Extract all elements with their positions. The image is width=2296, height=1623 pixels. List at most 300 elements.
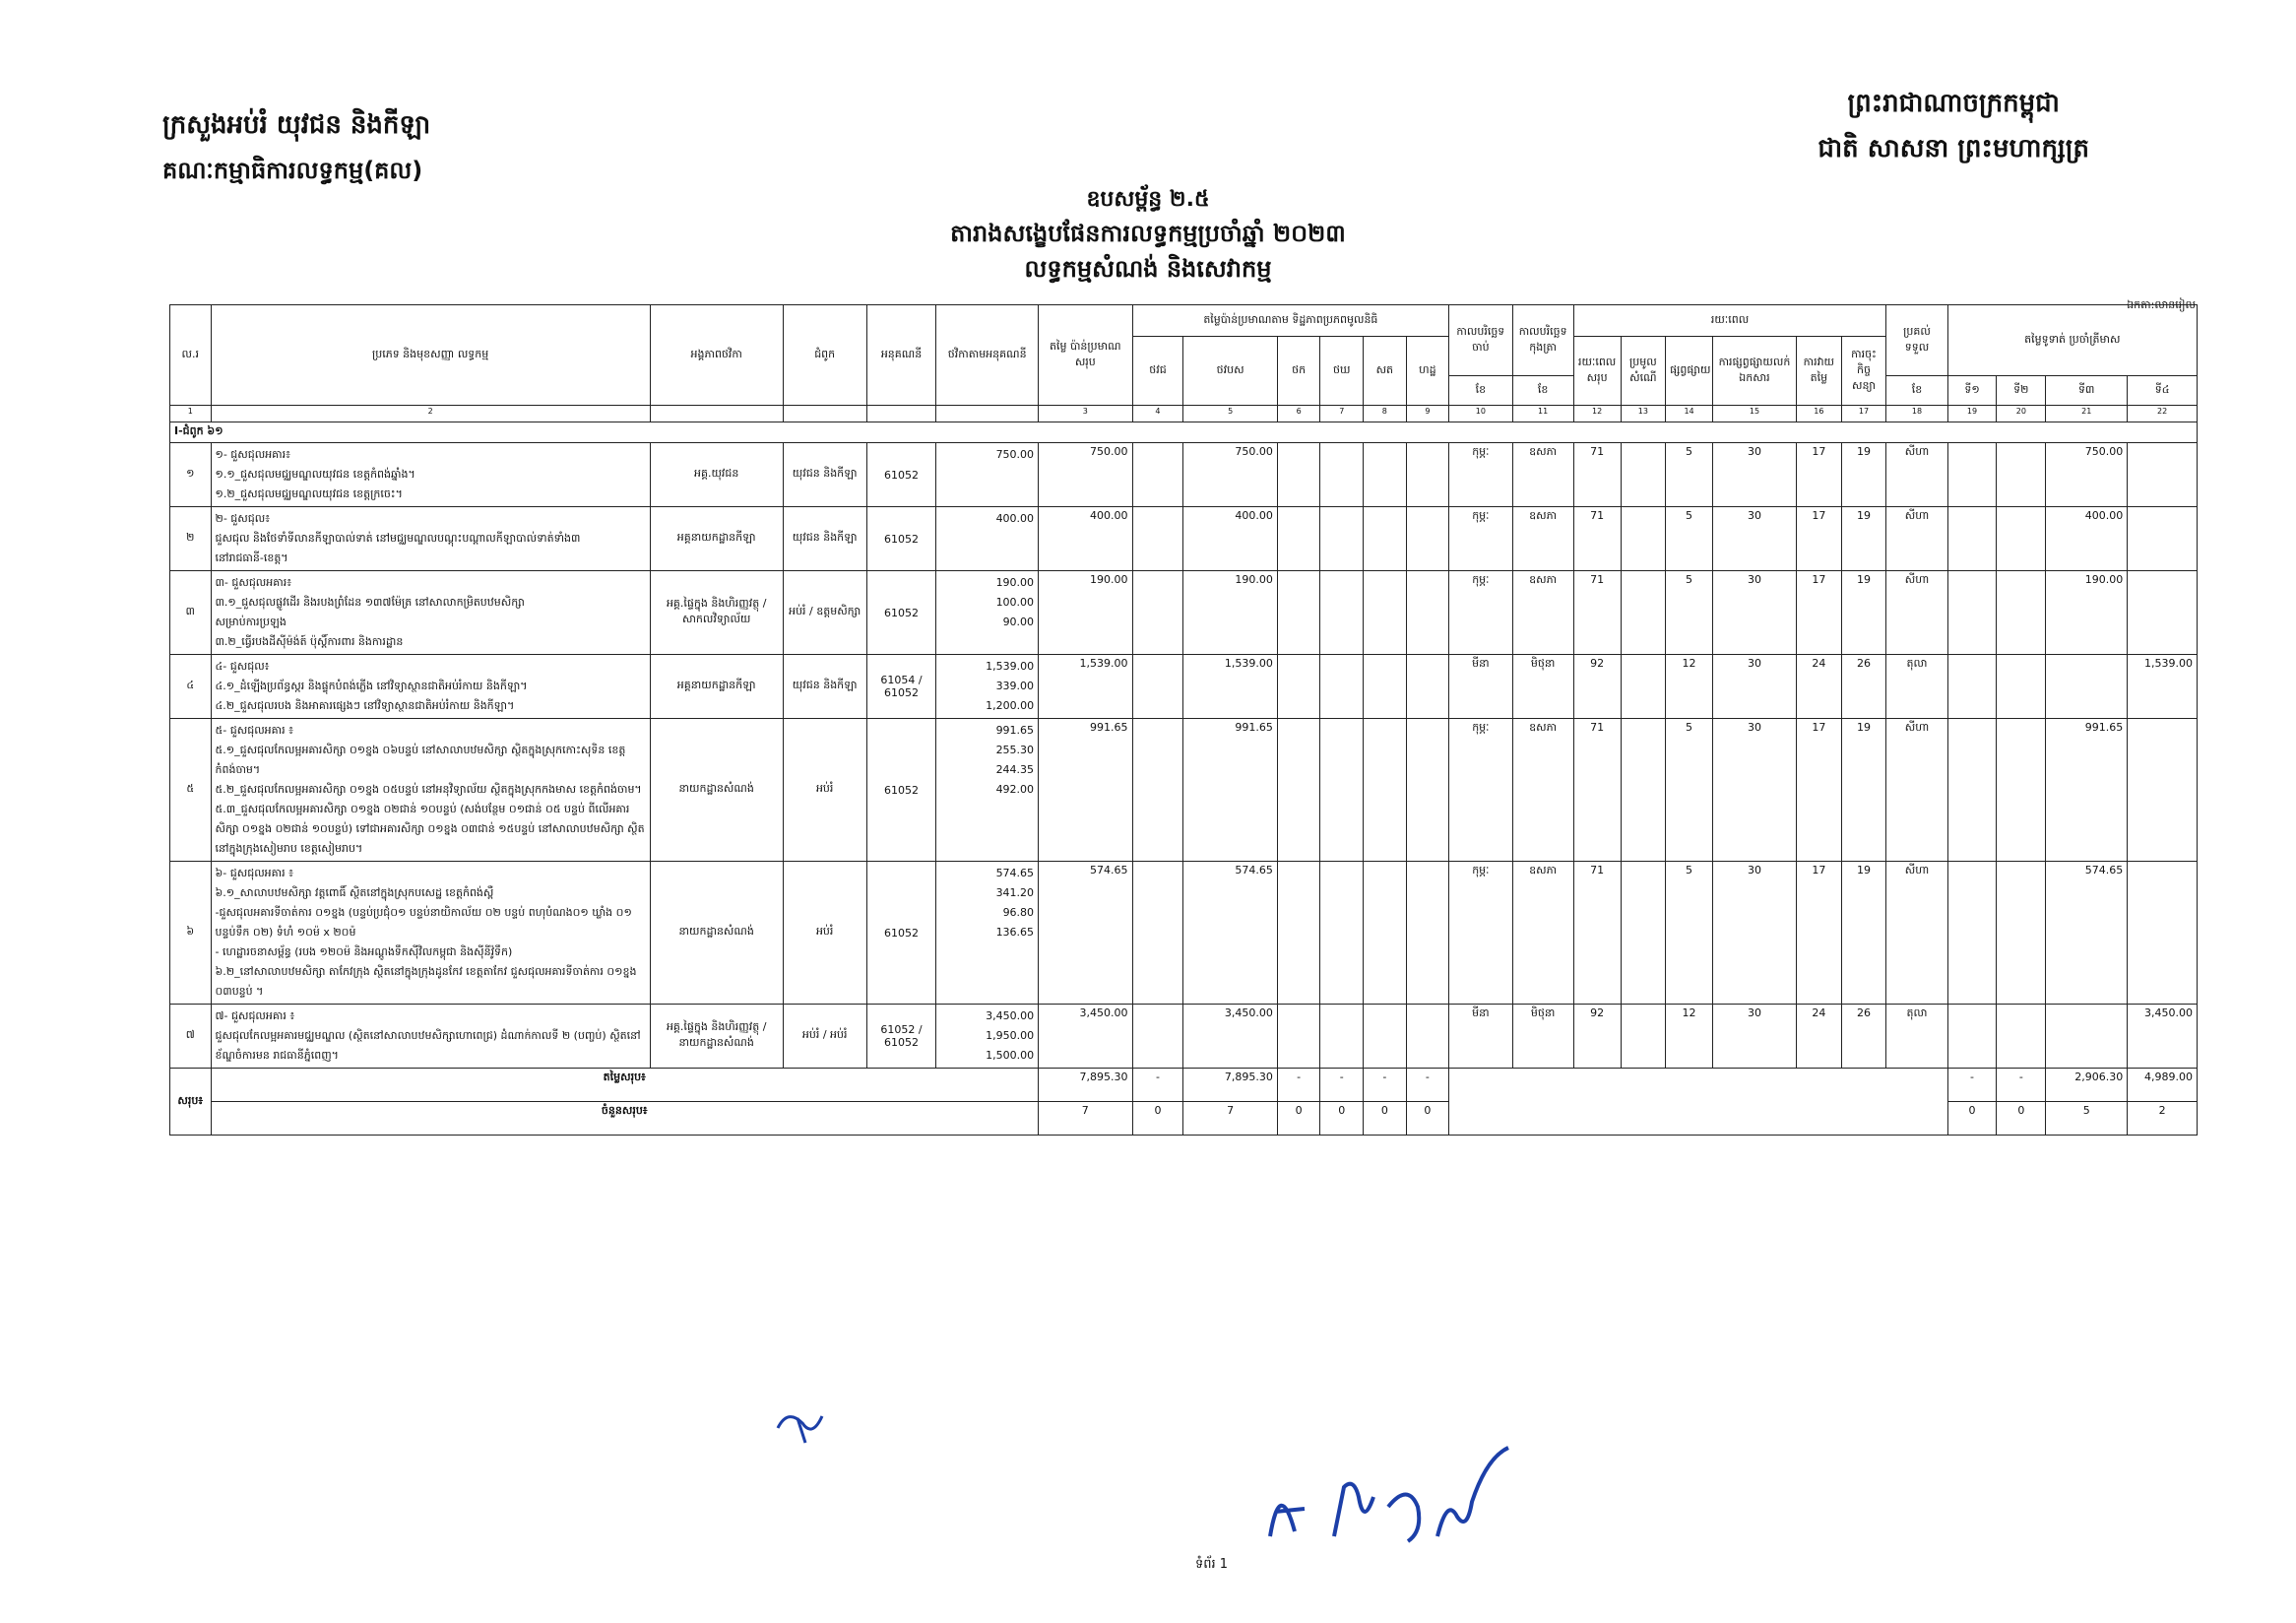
row-entity: នាយកដ្ឋានសំណង់: [650, 719, 783, 862]
row-src-1: [1132, 1005, 1183, 1069]
row-src-3: [1277, 655, 1320, 719]
row-src-2: 574.65: [1183, 862, 1277, 1005]
row-time: [1621, 1005, 1666, 1069]
count-src-5: 0: [1364, 1102, 1407, 1136]
row-src-2: 400.00: [1183, 507, 1277, 571]
row-estimate: 1,539.00: [1039, 655, 1132, 719]
count-src-6: 0: [1406, 1102, 1449, 1136]
row-description: [211, 655, 650, 719]
total-value-label: តម្លៃសរុប៖: [211, 1069, 1039, 1102]
total-q1: -: [1947, 1069, 1997, 1102]
budget-line: 1,539.00: [986, 660, 1035, 673]
page-number: ទំព័រ 1: [1195, 1557, 1229, 1572]
idx: 12: [1573, 406, 1621, 422]
col-src-5: សត: [1364, 337, 1407, 406]
idx: 6: [1277, 406, 1320, 422]
row-quarter: [1947, 655, 1997, 719]
col-time-3: ផ្សព្វផ្សាយ: [1666, 337, 1713, 406]
budget-line: 492.00: [995, 783, 1035, 796]
row-time: [1621, 443, 1666, 507]
row-time: 71: [1573, 719, 1621, 862]
row-entity: នាយកដ្ឋានសំណង់: [650, 862, 783, 1005]
table-row: [170, 655, 2198, 719]
ministry-header: [162, 108, 430, 190]
row-budget: [936, 571, 1039, 655]
row-time: [1621, 507, 1666, 571]
row-estimate: 400.00: [1039, 507, 1132, 571]
row-quarter: [2128, 507, 2198, 571]
col-time-2: ប្រមូលសំណើ: [1621, 337, 1666, 406]
row-quarter: [1997, 1005, 2046, 1069]
row-quarter: 3,450.00: [2128, 1005, 2198, 1069]
row-method: សីហា: [1886, 443, 1947, 507]
row-quarter: [2046, 1005, 2128, 1069]
row-quarter: [2128, 862, 2198, 1005]
row-quarter: 991.65: [2046, 719, 2128, 862]
row-time: 30: [1712, 655, 1796, 719]
description-line: សម្រាប់ការប្រឡង: [215, 616, 287, 628]
col-section: ជំពូក: [783, 305, 866, 406]
row-src-4: [1320, 719, 1364, 862]
row-contract: ឧសភា: [1512, 507, 1573, 571]
col-q2: ទី២: [1997, 376, 2046, 406]
column-index-row: [170, 406, 2198, 422]
row-time: 19: [1841, 862, 1886, 1005]
row-method: សីហា: [1886, 862, 1947, 1005]
row-time: 19: [1841, 507, 1886, 571]
row-no: ៥: [170, 719, 212, 862]
budget-line: 750.00: [995, 448, 1035, 461]
row-src-1: [1132, 655, 1183, 719]
row-quarter: 190.00: [2046, 571, 2128, 655]
row-quarter: [1947, 1005, 1997, 1069]
idx: 17: [1841, 406, 1886, 422]
row-time: 30: [1712, 571, 1796, 655]
item-rows: [170, 443, 2198, 1069]
description-line: ៣- ជួសជុលអគារ៖: [215, 576, 292, 589]
row-estimate: 750.00: [1039, 443, 1132, 507]
row-time: 71: [1573, 443, 1621, 507]
row-time: 30: [1712, 507, 1796, 571]
col-time-6: ការចុះកិច្ចសន្យា: [1841, 337, 1886, 406]
col-quarter-group: តម្លៃទូទាត់ ប្រចាំត្រីមាស: [1947, 305, 2197, 376]
sub-title: លទ្ធកម្មសំណង់ និងសេវាកម្ម: [1024, 255, 1272, 283]
row-quarter: [1947, 862, 1997, 1005]
row-src-6: [1406, 655, 1449, 719]
row-no: ៣: [170, 571, 212, 655]
row-quarter: [2128, 571, 2198, 655]
row-budget: [936, 1005, 1039, 1069]
row-src-4: [1320, 507, 1364, 571]
col-time-group: រយៈពេល: [1573, 305, 1886, 337]
description-line: -ជួសជុលអគារទីចាត់ការ ០១ខ្នង (បន្ទប់ប្រជុំ០១ បន្ទប់នាយិកាល័យ ០២ បន្ទប់ ពហុបំណង០១ ឃ្លាំង ០១ បន្ទប់ទឹក ០២) ទំហំ ១០ម៉ x ២០ម៉: [215, 906, 632, 939]
row-section: យុវជន និងកីឡា: [783, 443, 866, 507]
description-line: ៥- ជួសជុលអគារ ៖: [215, 724, 293, 737]
total-label: សរុប៖: [170, 1069, 212, 1136]
budget-line: 1,500.00: [986, 1049, 1035, 1062]
row-src-6: [1406, 1005, 1449, 1069]
description-line: ១- ជួសជុលអគារ៖: [215, 448, 290, 461]
row-src-3: [1277, 862, 1320, 1005]
row-quarter: [1997, 655, 2046, 719]
row-src-1: [1132, 443, 1183, 507]
description-line: ៦.២_នៅសាលាបឋមសិក្សា តាកែវក្រុង ស្ថិតនៅក្នុងក្រុងដូនកែវ ខេត្តតាកែវ ជួសជុលអគារទីចាត់ការ ០១ខ្នង ០៣បន្ទប់ ។: [215, 965, 637, 998]
count-src-2: 7: [1183, 1102, 1277, 1136]
col-budget: ថវិកាតាមអនុគណនី: [936, 305, 1039, 406]
row-submit: មីនា: [1449, 1005, 1512, 1069]
row-submit: កុម្ភៈ: [1449, 507, 1512, 571]
row-estimate: 574.65: [1039, 862, 1132, 1005]
unit-method: ខែ: [1886, 376, 1947, 406]
description-line: ៥.២_ជួសជុលកែលម្អអគារសិក្សា ០១ខ្នង ០៥បន្ទប់ នៅអនុវិទ្យាល័យ ស្ថិតក្នុងស្រុកកងមាស ខេត្តកំពង់ចាម។: [215, 783, 642, 796]
row-src-4: [1320, 1005, 1364, 1069]
budget-line: 339.00: [995, 680, 1035, 692]
row-time: 17: [1797, 862, 1842, 1005]
row-submit: កុម្ភៈ: [1449, 862, 1512, 1005]
count-src-4: 0: [1320, 1102, 1364, 1136]
total-src-6: -: [1406, 1069, 1449, 1102]
row-contract: ឧសភា: [1512, 443, 1573, 507]
row-time: 19: [1841, 443, 1886, 507]
row-time: 24: [1797, 655, 1842, 719]
row-description: [211, 571, 650, 655]
row-src-4: [1320, 571, 1364, 655]
row-method: សីហា: [1886, 719, 1947, 862]
count-estimate: 7: [1039, 1102, 1132, 1136]
row-quarter: [1947, 719, 1997, 862]
row-time: 5: [1666, 571, 1713, 655]
row-src-6: [1406, 443, 1449, 507]
total-src-1: -: [1132, 1069, 1183, 1102]
row-time: 12: [1666, 1005, 1713, 1069]
row-src-6: [1406, 507, 1449, 571]
row-no: ៧: [170, 1005, 212, 1069]
row-quarter: [2128, 719, 2198, 862]
kingdom-header: [1818, 87, 2089, 169]
budget-line: 341.20: [995, 886, 1035, 899]
idx: 4: [1132, 406, 1183, 422]
col-account: អនុគណនី: [866, 305, 936, 406]
description-line: ៥.៣_ជួសជុលកែលម្អអគារសិក្សា ០១ខ្នង ០២ជាន់ ១០បន្ទប់ (សង់បន្ថែម ០១ជាន់ ០៥ បន្ទប់ ពីលើអគារសិក្សា ០១ខ្នង ០២ជាន់ ១០បន្ទប់) ទៅជាអគារសិក្សា ០១ខ្នង ០៣ជាន់ ១៥បន្ទប់ នៅសាលាបឋមសិក្សា ស្ថិតនៅក្នុងក្រុងសៀមរាប ខេត្តសៀមរាប។: [215, 803, 645, 855]
description-line: ៦.១_សាលាបឋមសិក្សា វត្តពោធិ៍ ស្ថិតនៅក្នុងស្រុកបសេដ្ឋ ខេត្តកំពង់ស្ពឺ: [215, 886, 494, 899]
col-q3: ទី៣: [2046, 376, 2128, 406]
row-time: [1621, 862, 1666, 1005]
row-src-2: 190.00: [1183, 571, 1277, 655]
table-row: [170, 719, 2198, 862]
unit-note: ឯកតា:លានរៀល: [2127, 298, 2196, 311]
row-src-3: [1277, 719, 1320, 862]
col-src-1: ថវជ: [1132, 337, 1183, 406]
budget-line: 991.65: [995, 724, 1035, 737]
idx: 15: [1712, 406, 1796, 422]
idx: 11: [1512, 406, 1573, 422]
row-src-4: [1320, 862, 1364, 1005]
row-submit: មីនា: [1449, 655, 1512, 719]
row-time: 30: [1712, 719, 1796, 862]
col-q1: ទី១: [1947, 376, 1997, 406]
row-account: 61052: [866, 443, 936, 507]
description-line: - ហេដ្ឋារចនាសម្ព័ន្ធ (របង ១២០ម៉ និងអណ្តូងទឹកស៊ីវិលកម្ពុជា និងស៊ីនីវ៉ូទឹក): [215, 945, 513, 958]
row-description: [211, 507, 650, 571]
row-src-1: [1132, 571, 1183, 655]
procurement-plan-table: [169, 304, 2198, 1136]
budget-line: 1,200.00: [986, 699, 1035, 712]
row-time: 24: [1797, 1005, 1842, 1069]
row-section: អប់រំ / អប់រំ: [783, 1005, 866, 1069]
col-src-6: ហដ្ឋ: [1406, 337, 1449, 406]
col-method: ប្រគល់ ទទួល: [1886, 305, 1947, 376]
description-line: ១.២_ជួសជុលមជ្ឈមណ្ឌលយុវជន ខេត្តក្រចេះ។: [215, 487, 403, 500]
row-src-2: 991.65: [1183, 719, 1277, 862]
row-src-4: [1320, 655, 1364, 719]
row-time: 17: [1797, 571, 1842, 655]
total-src-5: -: [1364, 1069, 1407, 1102]
row-quarter: 400.00: [2046, 507, 2128, 571]
col-entity: អង្គភាពថវិកា: [650, 305, 783, 406]
row-entity: អគ្គ.ផ្ទៃក្នុង និងហិរញ្ញវត្ថុ / នាយកដ្ឋានសំណង់: [650, 1005, 783, 1069]
row-time: 30: [1712, 1005, 1796, 1069]
chapter-row: [170, 422, 2198, 443]
col-contract: កាលបរិច្ឆេទ កុងត្រា: [1512, 305, 1573, 376]
row-src-1: [1132, 507, 1183, 571]
row-method: តុលា: [1886, 655, 1947, 719]
table-row: [170, 443, 2198, 507]
chapter-label: I-ជំពូក ៦១: [170, 422, 2198, 443]
table-row: [170, 862, 2198, 1005]
budget-line: 3,450.00: [986, 1009, 1035, 1022]
description-line: ៦- ជួសជុលអគារ ៖: [215, 867, 293, 879]
row-submit: កុម្ភៈ: [1449, 571, 1512, 655]
row-contract: ឧសភា: [1512, 719, 1573, 862]
col-src-2: ថវបស: [1183, 337, 1277, 406]
total-q2: -: [1997, 1069, 2046, 1102]
budget-line: 255.30: [995, 744, 1035, 756]
row-section: អប់រំ: [783, 719, 866, 862]
row-quarter: [1947, 443, 1997, 507]
row-quarter: [2128, 443, 2198, 507]
idx: 20: [1997, 406, 2046, 422]
row-account: 61052: [866, 862, 936, 1005]
row-time: 92: [1573, 655, 1621, 719]
budget-line: 244.35: [995, 763, 1035, 776]
total-q4: 4,989.00: [2128, 1069, 2198, 1102]
col-sources-group: តម្លៃប៉ាន់ប្រមាណតាម ទិដ្ឋភាពប្រភពមូលនិធិ: [1132, 305, 1449, 337]
description-line: ជួសជុល និងថែទាំទីលានកីឡាបាល់ទាត់ នៅមជ្ឈមណ្ឌលបណ្តុះបណ្តាលកីឡាបាល់ទាត់ទាំង៣: [215, 532, 581, 545]
row-src-5: [1364, 507, 1407, 571]
row-time: 5: [1666, 862, 1713, 1005]
row-time: 5: [1666, 507, 1713, 571]
row-time: 30: [1712, 862, 1796, 1005]
row-no: ២: [170, 507, 212, 571]
idx: 2: [211, 406, 650, 422]
row-src-4: [1320, 443, 1364, 507]
col-src-4: ថឃ: [1320, 337, 1364, 406]
row-estimate: 190.00: [1039, 571, 1132, 655]
idx: 8: [1364, 406, 1407, 422]
signature: [1250, 1438, 1526, 1556]
row-src-5: [1364, 862, 1407, 1005]
row-time: 19: [1841, 571, 1886, 655]
row-estimate: 3,450.00: [1039, 1005, 1132, 1069]
row-contract: ឧសភា: [1512, 862, 1573, 1005]
row-submit: កុម្ភៈ: [1449, 443, 1512, 507]
row-quarter: [1997, 862, 2046, 1005]
row-account: 61052: [866, 571, 936, 655]
row-section: អប់រំ / ឧត្តមសិក្សា: [783, 571, 866, 655]
row-time: 71: [1573, 507, 1621, 571]
total-q3: 2,906.30: [2046, 1069, 2128, 1102]
row-no: ៤: [170, 655, 212, 719]
col-q4: ទី៤: [2128, 376, 2198, 406]
row-src-3: [1277, 571, 1320, 655]
description-line: ៧- ជួសជុលអគារ ៖: [215, 1009, 295, 1022]
total-src-4: -: [1320, 1069, 1364, 1102]
idx: 18: [1886, 406, 1947, 422]
total-src-2: 7,895.30: [1183, 1069, 1277, 1102]
table-row: [170, 571, 2198, 655]
row-account: 61052: [866, 507, 936, 571]
unit-contract: ខែ: [1512, 376, 1573, 406]
row-account: 61052: [866, 719, 936, 862]
row-estimate: 991.65: [1039, 719, 1132, 862]
row-quarter: [1997, 571, 2046, 655]
col-time-5: ការវាយតម្លៃ: [1797, 337, 1842, 406]
row-src-6: [1406, 862, 1449, 1005]
count-q1: 0: [1947, 1102, 1997, 1136]
row-budget: [936, 719, 1039, 862]
col-time-1: រយៈពេលសរុប: [1573, 337, 1621, 406]
count-q3: 5: [2046, 1102, 2128, 1136]
initial-mark: [768, 1398, 837, 1448]
budget-line: 1,950.00: [986, 1029, 1035, 1042]
unit-submit: ខែ: [1449, 376, 1512, 406]
col-src-3: ថក: [1277, 337, 1320, 406]
row-method: សីហា: [1886, 571, 1947, 655]
idx: 7: [1320, 406, 1364, 422]
row-time: 92: [1573, 1005, 1621, 1069]
count-src-3: 0: [1277, 1102, 1320, 1136]
row-src-3: [1277, 1005, 1320, 1069]
main-title: តារាងសង្ខេបផែនការលទ្ធកម្មប្រចាំឆ្នាំ ២០២៣: [950, 220, 1346, 247]
idx: 16: [1797, 406, 1842, 422]
row-time: 17: [1797, 443, 1842, 507]
row-time: 71: [1573, 571, 1621, 655]
row-src-2: 3,450.00: [1183, 1005, 1277, 1069]
description-line: ៤- ជួសជុល៖: [215, 660, 270, 673]
idx: 9: [1406, 406, 1449, 422]
row-src-5: [1364, 1005, 1407, 1069]
idx: 13: [1621, 406, 1666, 422]
total-src-3: -: [1277, 1069, 1320, 1102]
row-quarter: [1947, 507, 1997, 571]
idx: 1: [170, 406, 212, 422]
row-quarter: [1947, 571, 1997, 655]
description-line: ៤.២_ជួសជុលរបង និងអាគារផ្សេងៗ នៅវិទ្យាស្ថានជាតិអប់រំកាយ និងកីឡា។: [215, 699, 515, 712]
count-q2: 0: [1997, 1102, 2046, 1136]
row-src-6: [1406, 719, 1449, 862]
budget-line: 400.00: [995, 512, 1035, 525]
total-count-label: ចំនួនសរុប៖: [211, 1102, 1039, 1136]
row-section: យុវជន និងកីឡា: [783, 507, 866, 571]
row-time: [1621, 719, 1666, 862]
idx: 5: [1183, 406, 1277, 422]
row-quarter: 750.00: [2046, 443, 2128, 507]
idx: 3: [1039, 406, 1132, 422]
row-budget: [936, 655, 1039, 719]
count-src-1: 0: [1132, 1102, 1183, 1136]
description-line: នៅរាជធានី-ខេត្ត។: [215, 552, 288, 564]
row-budget: [936, 862, 1039, 1005]
row-src-2: 750.00: [1183, 443, 1277, 507]
row-src-3: [1277, 443, 1320, 507]
row-src-5: [1364, 443, 1407, 507]
row-quarter: [1997, 719, 2046, 862]
row-time: 17: [1797, 719, 1842, 862]
row-src-5: [1364, 655, 1407, 719]
row-src-3: [1277, 507, 1320, 571]
row-quarter: [1997, 443, 2046, 507]
budget-line: 90.00: [1002, 616, 1035, 628]
col-name: ប្រភេទ និងមុខសញ្ញា លទ្ធកម្ម: [211, 305, 650, 406]
description-line: ៥.១_ជួសជុលកែលម្អអគារសិក្សា ០១ខ្នង ០៦បន្ទប់ នៅសាលាបឋមសិក្សា ស្ថិតក្នុងស្រុកកោះសុទិន ខេត្តកំពង់ចាម។: [215, 744, 626, 776]
idx: 21: [2046, 406, 2128, 422]
row-time: [1621, 655, 1666, 719]
idx: 14: [1666, 406, 1713, 422]
row-contract: មិថុនា: [1512, 655, 1573, 719]
col-submit: កាលបរិច្ឆេទ ចាប់: [1449, 305, 1512, 376]
row-description: [211, 443, 650, 507]
idx: 19: [1947, 406, 1997, 422]
row-section: យុវជន និងកីឡា: [783, 655, 866, 719]
description-line: ១.១_ជួសជុលមជ្ឈមណ្ឌលយុវជន ខេត្តកំពង់ឆ្នាំង។: [215, 468, 415, 481]
row-time: 5: [1666, 719, 1713, 862]
row-time: 12: [1666, 655, 1713, 719]
row-submit: កុម្ភៈ: [1449, 719, 1512, 862]
row-description: [211, 862, 650, 1005]
ministry-name: ក្រសួងអប់រំ យុវជន និងកីឡា: [162, 110, 431, 140]
budget-line: 136.65: [995, 926, 1035, 939]
row-description: [211, 719, 650, 862]
row-method: តុលា: [1886, 1005, 1947, 1069]
col-estimate: តម្លៃ ប៉ាន់ប្រមាណសរុប: [1039, 305, 1132, 406]
kingdom-name: ព្រះរាជាណាចក្រកម្ពុជា: [1847, 89, 2060, 118]
row-section: អប់រំ: [783, 862, 866, 1005]
row-contract: មិថុនា: [1512, 1005, 1573, 1069]
row-src-6: [1406, 571, 1449, 655]
total-estimate: 7,895.30: [1039, 1069, 1132, 1102]
description-line: ជួសជុលកែលម្អអគារមជ្ឈមណ្ឌល (ស្ថិតនៅសាលាបឋមសិក្សាហោពេជ្រ) ដំណាក់កាលទី ២ (បញ្ចប់) ស្ថិតនៅខ័ណ្ឌចំការមន រាជធានីភ្នំពេញ។: [215, 1029, 641, 1062]
budget-line: 96.80: [1002, 906, 1035, 919]
row-budget: [936, 507, 1039, 571]
row-time: 26: [1841, 1005, 1886, 1069]
total-value-row: [170, 1069, 2198, 1102]
row-description: [211, 1005, 650, 1069]
description-line: ៤.១_ដំឡើងប្រព័ន្ធស្ករ និងផ្ទុកបំពង់ភ្លើង នៅវិទ្យាស្ថានជាតិអប់រំកាយ និងកីឡា។: [215, 680, 528, 692]
row-time: 17: [1797, 507, 1842, 571]
col-time-4: ការផ្សព្វផ្សាយលក់ឯកសារ: [1712, 337, 1796, 406]
table-row: [170, 507, 2198, 571]
description-line: ៣.១_ជួសជុលផ្លូវដើរ និងរបងព្រំដែន ១៣៧ម៉ែត្រ នៅសាលាកម្រិតបឋមសិក្សា: [215, 596, 525, 609]
row-entity: អគ្គ.យុវជន: [650, 443, 783, 507]
row-src-5: [1364, 719, 1407, 862]
row-src-5: [1364, 571, 1407, 655]
idx: 22: [2128, 406, 2198, 422]
row-time: 5: [1666, 443, 1713, 507]
row-entity: អគ្គនាយកដ្ឋានកីឡា: [650, 507, 783, 571]
row-contract: ឧសភា: [1512, 571, 1573, 655]
row-no: ១: [170, 443, 212, 507]
description-line: ៣.២_ធ្វើរបងដីស៊ីម៉ង់ត៍ ប៉ុស្តិ៍ការពារ និងការដ្ឋាន: [215, 635, 404, 648]
